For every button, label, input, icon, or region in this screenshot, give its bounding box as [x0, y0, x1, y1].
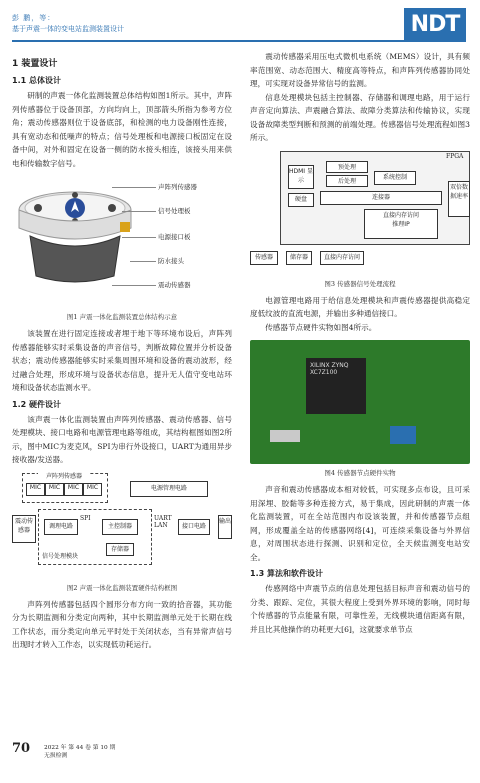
interface-box: 接口电路 [178, 519, 210, 535]
output-box: 输出 [218, 515, 232, 539]
label-waterproof-connector: 防水接头 [158, 257, 184, 265]
page-number: 70 [12, 741, 31, 756]
header-rule [12, 40, 404, 42]
hdmi-box: HDMI 显示 [288, 165, 314, 189]
paragraph: 声音和震动传感器成本相对较低，可实现多点布设，且可采用深埋、胶黏等多种连接方式，易于集成，因此研制的声震一体化监测装置，可在全站范围内布设该装置，并和传感器节点组网，形成覆盖全站的传感器网络[4]，可连续采集设备与外界信息，对周围状态进行探测、识别和定位，全天候监测变电站安全。 [250, 485, 470, 562]
vibration-box: 震动传感器 [12, 515, 36, 543]
leader-line [122, 237, 156, 238]
fpga-label: FPGA [446, 152, 464, 160]
section-1-2-heading: 1.2 硬件设计 [12, 399, 61, 409]
running-authors: 彭 鹏，等： [12, 14, 56, 22]
paragraph: 传感网络中声震节点的信息处理包括目标声音和震动信号的分类、跟踪、定位，其很大程度上受到外界环境的影响，同时每个传感器的节点能量有限，可靠性差，无线模块通信距离有限，并且比其他操作的功耗更大[6]，这就要求单节点 [250, 584, 470, 634]
figure-1-caption: 图1 声震一体化监测装置总体结构示意 [66, 313, 178, 321]
figure-3-caption: 图3 传感器信号处理流程 [324, 279, 396, 288]
journal-name: 无损检测 [44, 753, 68, 759]
power-box: 电源管理电路 [130, 481, 208, 497]
uart-lan-label: UART LAN [154, 514, 172, 529]
label-signal-board: 信号处理板 [158, 207, 191, 215]
journal-info [44, 744, 115, 760]
label-vibration-sensor: 震动传感器 [158, 281, 191, 289]
journal-issue: 2022 年 第 44 卷 第 10 期 [44, 745, 116, 751]
board-port [270, 430, 300, 442]
leader-line [112, 285, 156, 286]
disk-box: 硬盘 [288, 193, 314, 207]
paragraph: 该声震一体化监测装置由声阵列传感器、震动传感器、信号处理模块、接口电路和电源管理电路等组成，其结构框图如图2所示，图中MIC为麦克风，SPI为串行外设接口，UART为通用异步接收器/发送器。 [12, 414, 232, 464]
mic-array-label: 声阵列传感器 [38, 471, 90, 480]
figure-4-caption: 图4 传感器节点硬件实物 [324, 469, 396, 477]
dma-ip-box [364, 209, 438, 239]
figure-3 [250, 151, 470, 275]
paragraph: 传感器节点硬件实物如图4所示。 [265, 322, 377, 332]
left-column [12, 50, 232, 652]
paragraph: 震动传感器采用压电式微机电系统（MEMS）设计，具有频率范围宽、动态范围大、精度高等特点，和声阵列传感器协同处理，可实现对设备异常信号的监测。 [250, 52, 470, 88]
device-illustration [16, 184, 134, 292]
ddr-box: 双倍数据速率 [448, 181, 470, 217]
board-connector [390, 426, 416, 444]
mic-box: MIC [64, 483, 83, 496]
paragraph: 电源管理电路用于给信息处理模块和声震传感器提供高稳定度低纹波的直流电源，并输出多种通信接口。 [250, 295, 470, 318]
mic-box: MIC [45, 483, 64, 496]
zynq-chip: XILINX ZYNQ XC7Z100 [306, 358, 366, 414]
figure-1 [12, 176, 232, 308]
dma2-box: 直接内存访问 [320, 251, 364, 265]
mic-box: MIC [83, 483, 102, 496]
dma-ip-label: 推理IP [392, 220, 410, 228]
label-mic-array: 声阵列传感器 [158, 183, 197, 191]
storage-box: 存储器 [106, 543, 134, 556]
sysctrl-box: 系统控制 [374, 171, 416, 185]
paragraph: 声阵列传感器包括四个圆形分布方向一致的拾音器，其功能分为长期监测和分类定向两种，其中长期监测单元处于长期在线工作状态，而分类定向单元平时处于关闭状态，当有异常声信号出现时才转入工作态，以实现低功耗运行。 [12, 599, 232, 649]
paragraph: 信息处理模块包括主控制器、存储器和调理电路，用于运行声音定向算法、声震融合算法、故障分类算法和传输协议，实现设备故障类型判断和预测的前端处理。传感器信号处理流程如图3所示。 [250, 92, 470, 142]
right-column [250, 50, 470, 636]
journal-logo: NDT [404, 8, 466, 42]
leader-line [122, 211, 156, 212]
connector-box: 连接器 [320, 191, 442, 205]
leader-line [112, 187, 156, 188]
figure-2-caption: 图2 声震一体化监测装置硬件结构框图 [66, 583, 178, 592]
mic-box: MIC [26, 483, 45, 496]
store-box: 储存器 [286, 251, 312, 265]
dma-label: 直接内存访问 [382, 211, 419, 219]
section-1-3-heading: 1.3 算法和软件设计 [250, 569, 323, 578]
section-1-heading: 1 装置设计 [12, 59, 58, 69]
figure-2 [12, 471, 232, 579]
paragraph: 研制的声震一体化监测装置总体结构如图1所示。其中，声阵列传感器位于设备顶部，方向均向上，顶部箭头所指为参考方位角；震动传感器则位于设备底部，和检测的电力设备刚性连接，具有宽动态和低噪声的特点；信号处理板和电源接口板固定在设备中间，对外和固定在设备一侧的防水接头相连，该接头用来供电和传输数字信号。 [12, 91, 232, 168]
conditioning-box: 调理电路 [44, 519, 78, 535]
paragraph: 该装置在进行固定连接或者埋于地下等环境布设后，声阵列传感器能够实时采集设备的声音信号，判断故障位置并分析设备状态；震动传感器能够实时采集周围环境和设备的震动波形，经过融合处理，形成环境与设备状态信息，提升无人值守变电站环境和设备状态监测水平。 [12, 329, 232, 392]
leader-line [130, 261, 156, 262]
postprocess-box: 后处理 [326, 175, 368, 187]
mcu-box: 主控制器 [102, 519, 138, 535]
spi-label: SPI [80, 514, 91, 522]
sensor-box: 传感器 [250, 251, 278, 265]
figure-4-photo [250, 340, 470, 464]
section-1-1-heading: 1.1 总体设计 [12, 76, 61, 85]
signal-module-label: 信号处理模块 [42, 552, 79, 560]
preprocess-box: 预处理 [326, 161, 368, 173]
label-power-board: 电源接口板 [158, 233, 191, 241]
running-title: 基于声震一体的变电站监测装置设计 [12, 25, 124, 33]
